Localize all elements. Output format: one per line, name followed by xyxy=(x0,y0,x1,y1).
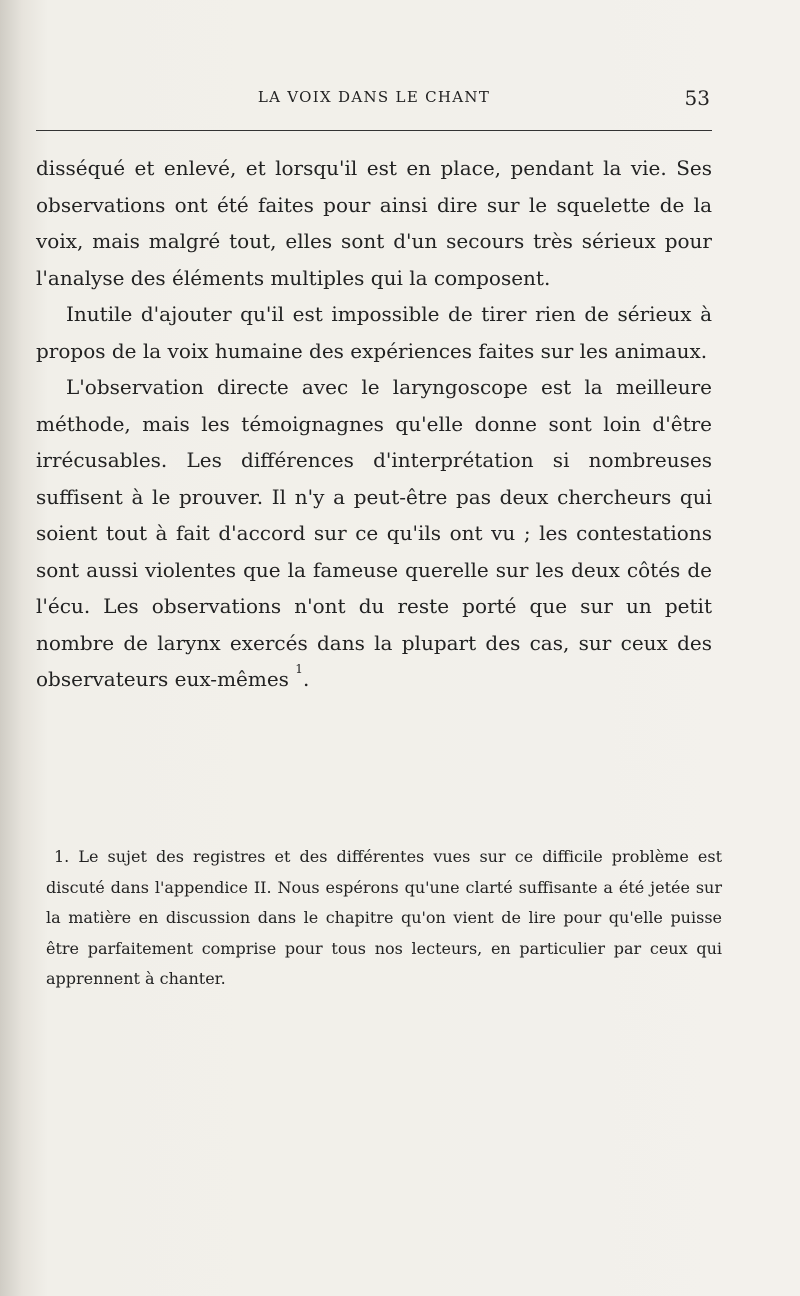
main-text xyxy=(36,150,712,698)
page-number: 53 xyxy=(684,86,710,110)
footnote-reference: 1 xyxy=(295,662,303,676)
header-rule xyxy=(36,130,712,131)
running-head: LA VOIX DANS LE CHANT xyxy=(257,88,491,106)
paragraph-3-text: L'observation directe avec le laryngoscope est la meilleure méthode, mais les témoignagnes qu'elle donne sont loin d'être irrécusables. Les différences d'interprétation si nombreuses suffisent à le prouver. Il n'y a peut-être pas deux chercheurs qui soient tout à fait d'accord sur ce qu'ils ont vu ; les contestations sont aussi violentes que la fameuse querelle sur les deux côtés de l'écu. Les observations n'ont du reste porté que sur un petit nombre de larynx exercés dans la plupart des cas, sur ceux des observateurs eux-mêmes xyxy=(36,375,712,691)
paragraph-1: disséqué et enlevé, et lorsqu'il est en place, pendant la vie. Ses observations ont été faites pour ainsi dire sur le squelette de la voix, mais malgré tout, elles sont d'un secours très sérieux pour l'analyse des éléments multiples qui la composent. xyxy=(36,156,712,290)
footnote-text: 1. Le sujet des registres et des différentes vues sur ce difficile problème est discuté dans l'appendice II. Nous espérons qu'une clarté suffisante a été jetée sur la matière en discussion dans le chapitre qu'on vient de lire pour qu'elle puisse être parfaitement comprise pour tous nos lecteurs, en particulier par ceux qui apprennent à chanter. xyxy=(46,847,722,988)
footnote xyxy=(46,842,722,995)
paragraph-2: Inutile d'ajouter qu'il est impossible de tirer rien de sérieux à propos de la voix humaine des expériences faites sur les animaux. xyxy=(36,302,712,363)
paragraph-3: L'observation directe avec le laryngoscope est la meilleure méthode, mais les témoignagnes qu'elle donne sont loin d'être irrécusables. Les différences d'interprétation si nombreuses suffisent à le prouver. Il n'y a peut-être pas deux chercheurs qui soient tout à fait d'accord sur ce qu'ils ont vu ; les contestations sont aussi violentes que la fameuse querelle sur les deux côtés de l'écu. Les observations n'ont du reste porté que sur un petit nombre de larynx exercés dans la plupart des cas, sur ceux des observateurs eux-mêmes $^1$. xyxy=(36,375,712,691)
page-header xyxy=(36,86,712,114)
